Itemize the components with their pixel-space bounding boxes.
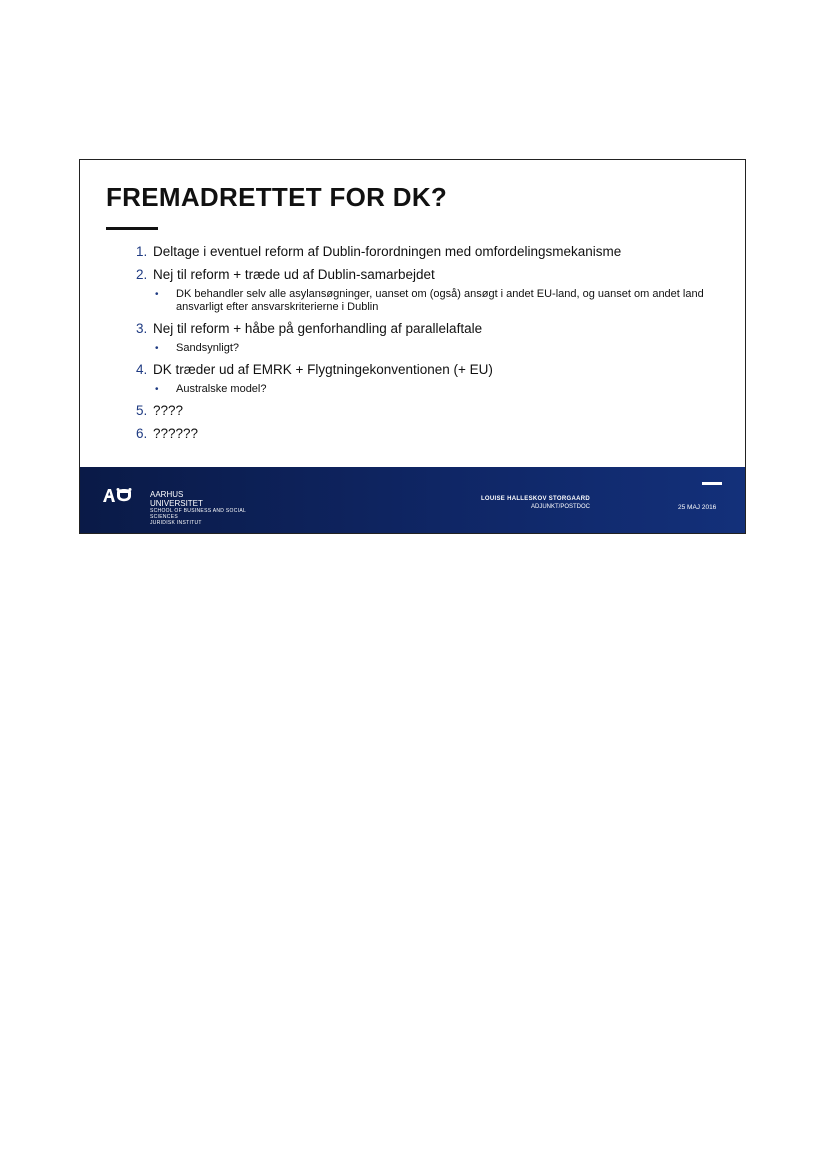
list-number: 4. [136, 362, 148, 377]
list-item-text: DK træder ud af EMRK + Flygtningekonventionen (+ EU) [153, 362, 493, 377]
sub-bullet [153, 383, 736, 396]
sub-bullet-text: DK behandler selv alle asylansøgninger, uanset om (også) ansøgt i andet EU-land, og uanset om andet land ansvarligt efter ansvarskriterierne i Dublin [176, 288, 704, 313]
slide [79, 159, 746, 534]
bullet-icon: • [155, 343, 159, 354]
title-underline [106, 227, 158, 230]
organization-block [150, 490, 246, 526]
author-block [466, 495, 590, 511]
slide-footer [80, 467, 745, 533]
list-item [136, 266, 736, 283]
bullet-icon: • [155, 289, 159, 300]
slide-content [136, 243, 736, 448]
sub-bullet-text: Sandsynligt? [176, 342, 239, 354]
university-name-line2: UNIVERSITET [150, 499, 203, 508]
sub-bullet-text: Australske model? [176, 383, 267, 395]
institute-name: JURIDISK INSTITUT [150, 520, 202, 526]
list-number: 3. [136, 321, 148, 336]
list-item [136, 243, 736, 260]
list-item-text: Nej til reform + håbe på genforhandling af parallelaftale [153, 321, 483, 336]
list-item [136, 361, 736, 378]
sub-bullet [153, 288, 736, 314]
sub-bullet [153, 342, 736, 355]
list-number: 2. [136, 267, 148, 282]
date-rule [702, 482, 722, 485]
university-name-line1: AARHUS [150, 490, 184, 499]
school-name-line1: SCHOOL OF BUSINESS AND SOCIAL [150, 508, 247, 514]
au-logo-icon [102, 487, 132, 503]
school-name-line2: SCIENCES [150, 514, 178, 520]
author-name: LOUISE HALLESKOV STORGAARD [480, 496, 590, 502]
list-item-text: Nej til reform + træde ud af Dublin-samarbejdet [153, 267, 435, 282]
list-item-text: Deltage i eventuel reform af Dublin-forordningen med omfordelingsmekanisme [153, 244, 622, 259]
author-role: ADJUNKT/POSTDOC [530, 504, 590, 510]
list-number: 1. [136, 244, 148, 259]
list-item-text: ???? [153, 403, 184, 418]
bullet-icon: • [155, 384, 159, 395]
slide-title: FREMADRETTET FOR DK? [106, 182, 448, 212]
list-item-text: ?????? [153, 426, 199, 441]
list-item [136, 402, 736, 419]
list-number: 6. [136, 426, 148, 441]
slide-date: 25 MAJ 2016 [678, 504, 717, 511]
list-item [136, 425, 736, 442]
list-item [136, 320, 736, 337]
list-number: 5. [136, 403, 148, 418]
